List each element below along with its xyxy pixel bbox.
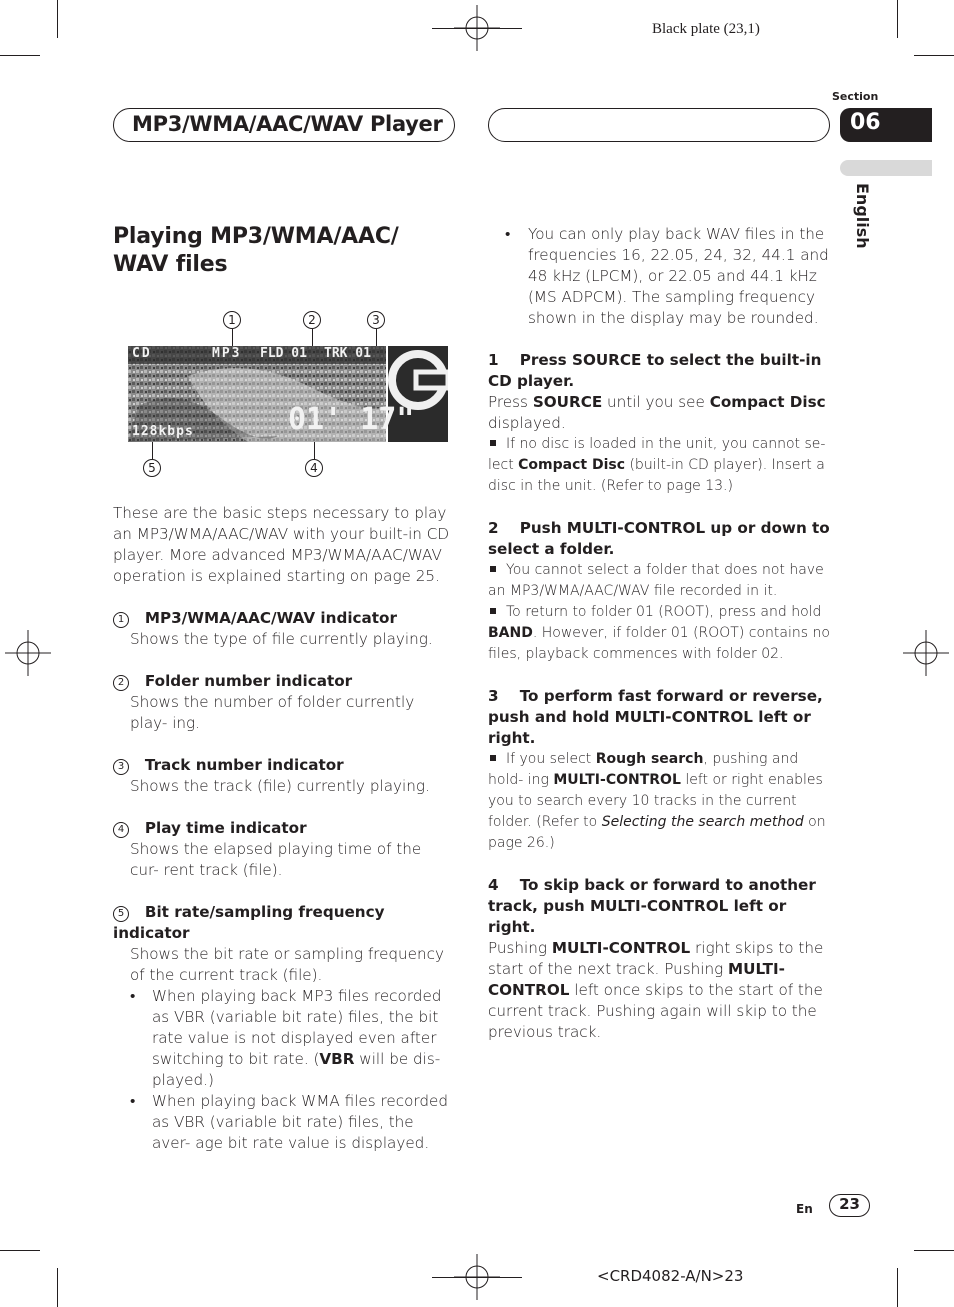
registration-line — [432, 1277, 522, 1278]
step-body: Pushing MULTI-CONTROL right skips to the start of the next track. Pushing MULTI-CONTROL left once skips to the start of the current track. Pushing again will skip to the previous track. — [488, 939, 824, 1041]
page-number: 23 — [829, 1194, 870, 1217]
step-heading: 2 Push MULTI-CONTROL up or down to select a folder. — [488, 519, 836, 558]
list-item: • When playing back WMA files recorded as VBR (variable bit rate) files, the aver- age bit rate value is displayed. — [130, 1092, 449, 1152]
indicator-desc: Shows the bit rate or sampling frequency of the current track (file). — [130, 945, 444, 984]
header-title-pill — [113, 108, 455, 142]
callout-line — [314, 442, 315, 459]
bullet-icon: • — [130, 987, 136, 1005]
indicator-1 — [113, 608, 453, 650]
callout-4: 4 — [305, 459, 323, 477]
indicator-desc: Shows the number of folder currently play- ing. — [130, 693, 415, 732]
indicator-number: 4 — [113, 822, 129, 838]
crop-mark — [914, 55, 954, 56]
step-3 — [488, 686, 830, 854]
crop-mark — [897, 1268, 898, 1307]
language-label: English — [853, 183, 872, 249]
lcd-display — [128, 346, 448, 442]
step-1 — [488, 350, 830, 497]
note-square-icon — [490, 608, 496, 614]
crop-mark — [914, 1250, 954, 1251]
indicator-3 — [113, 755, 453, 797]
header-title: MP3/WMA/AAC/WAV Player — [132, 112, 443, 136]
registration-mark-icon — [903, 630, 949, 676]
crop-mark — [0, 55, 40, 56]
indicator-desc: Shows the elapsed playing time of the cur- rent track (file). — [130, 840, 422, 879]
callout-2: 2 — [303, 311, 321, 329]
step-note: To return to folder 01 (ROOT), press and hold BAND. However, if folder 01 (ROOT) contains no files, playback commences with folder 02. — [488, 604, 830, 662]
indicator-number: 5 — [113, 906, 129, 922]
step-heading: 3 To perform fast forward or reverse, push and hold MULTI-CONTROL left or right. — [488, 687, 829, 747]
bullet-icon: • — [505, 225, 511, 243]
step-2 — [488, 518, 836, 665]
callout-5: 5 — [143, 459, 161, 477]
indicator-title: Track number indicator — [144, 756, 344, 774]
right-column — [488, 224, 836, 1043]
step-note: If no disc is loaded in the unit, you cannot se- lect Compact Disc (built-in CD player). Insert a disc in the unit. (Refer to page 13.) — [488, 436, 826, 494]
indicator-5 — [113, 902, 453, 1154]
callout-line — [152, 442, 153, 459]
footer-language: En — [796, 1202, 813, 1216]
section-label: Section — [832, 90, 879, 103]
crop-mark — [0, 1250, 40, 1251]
step-note: If you select Rough search, pushing and hold- ing MULTI-CONTROL left or right enables you to search every 10 tracks in the current folder. (Refer to Selecting the search method on page 26.) — [488, 751, 826, 851]
indicator-title: MP3/WMA/AAC/WAV indicator — [144, 609, 397, 627]
indicator-number: 3 — [113, 759, 129, 775]
indicator-number: 1 — [113, 612, 129, 628]
page-title-text: Playing MP3/WMA/AAC/ WAV files — [113, 224, 399, 277]
list-item: • You can only play back WAV files in the frequencies 16, 22.05, 24, 32, 44.1 and 48 kHz (LPCM), or 22.05 and 44.1 kHz (MS ADPCM). The sampling frequency shown in the display may be rounded. — [505, 225, 829, 327]
note-square-icon — [490, 566, 496, 572]
lcd-track: TRK 01 — [324, 346, 371, 361]
section-number: 06 — [840, 108, 932, 142]
crop-mark — [57, 1268, 58, 1307]
document-code: <CRD4082-A/N>23 — [597, 1267, 744, 1285]
lcd-source: CD — [132, 346, 152, 361]
indicator-number: 2 — [113, 675, 129, 691]
indicator-desc: Shows the type of file currently playing. — [130, 630, 433, 648]
indicator-desc: Shows the track (file) currently playing. — [130, 777, 430, 795]
indicator-2 — [113, 671, 453, 734]
callout-3: 3 — [367, 311, 385, 329]
step-heading: 1 Press SOURCE to select the built-in CD player. — [488, 351, 827, 390]
indicator-title: Bit rate/sampling frequency indicator — [113, 903, 385, 942]
note-square-icon — [490, 440, 496, 446]
language-tab — [840, 160, 932, 176]
intro-paragraph: These are the basic steps necessary to play an MP3/WMA/AAC/WAV with your built-in CD player. More advanced MP3/WMA/AAC/WAV operation is explained starting on page 25. — [113, 504, 450, 585]
list-item: • When playing back MP3 files recorded as VBR (variable bit rate) files, the bit rate value is not displayed even after switching to bit rate. (VBR will be dis- played.) — [130, 987, 442, 1089]
left-column — [113, 503, 453, 1154]
bullet-icon: • — [130, 1092, 136, 1110]
note-square-icon — [490, 755, 496, 761]
lcd-bitrate: 128kbps — [132, 424, 194, 439]
lcd-play-time: 01' 17" — [288, 402, 415, 437]
step-note: You cannot select a folder that does not have an MP3/WMA/AAC/WAV file recorded in it. — [488, 562, 824, 599]
lcd-folder: FLD 01 — [260, 346, 307, 361]
registration-line — [432, 28, 522, 29]
step-4 — [488, 875, 830, 1043]
step-heading: 4 To skip back or forward to another track, push MULTI-CONTROL left or right. — [488, 876, 822, 936]
callout-1: 1 — [223, 311, 241, 329]
plate-label: Black plate (23,1) — [652, 21, 760, 37]
lcd-file-type: MP3 — [212, 346, 242, 361]
registration-mark-icon — [5, 630, 51, 676]
crop-mark — [897, 0, 898, 38]
indicator-4 — [113, 818, 453, 881]
crop-mark — [57, 0, 58, 38]
indicator-title: Folder number indicator — [144, 672, 353, 690]
page-title — [113, 223, 443, 279]
indicator-title: Play time indicator — [144, 819, 307, 837]
header-blank-pill — [488, 108, 830, 142]
step-body: Press SOURCE until you see Compact Disc displayed. — [488, 393, 826, 432]
